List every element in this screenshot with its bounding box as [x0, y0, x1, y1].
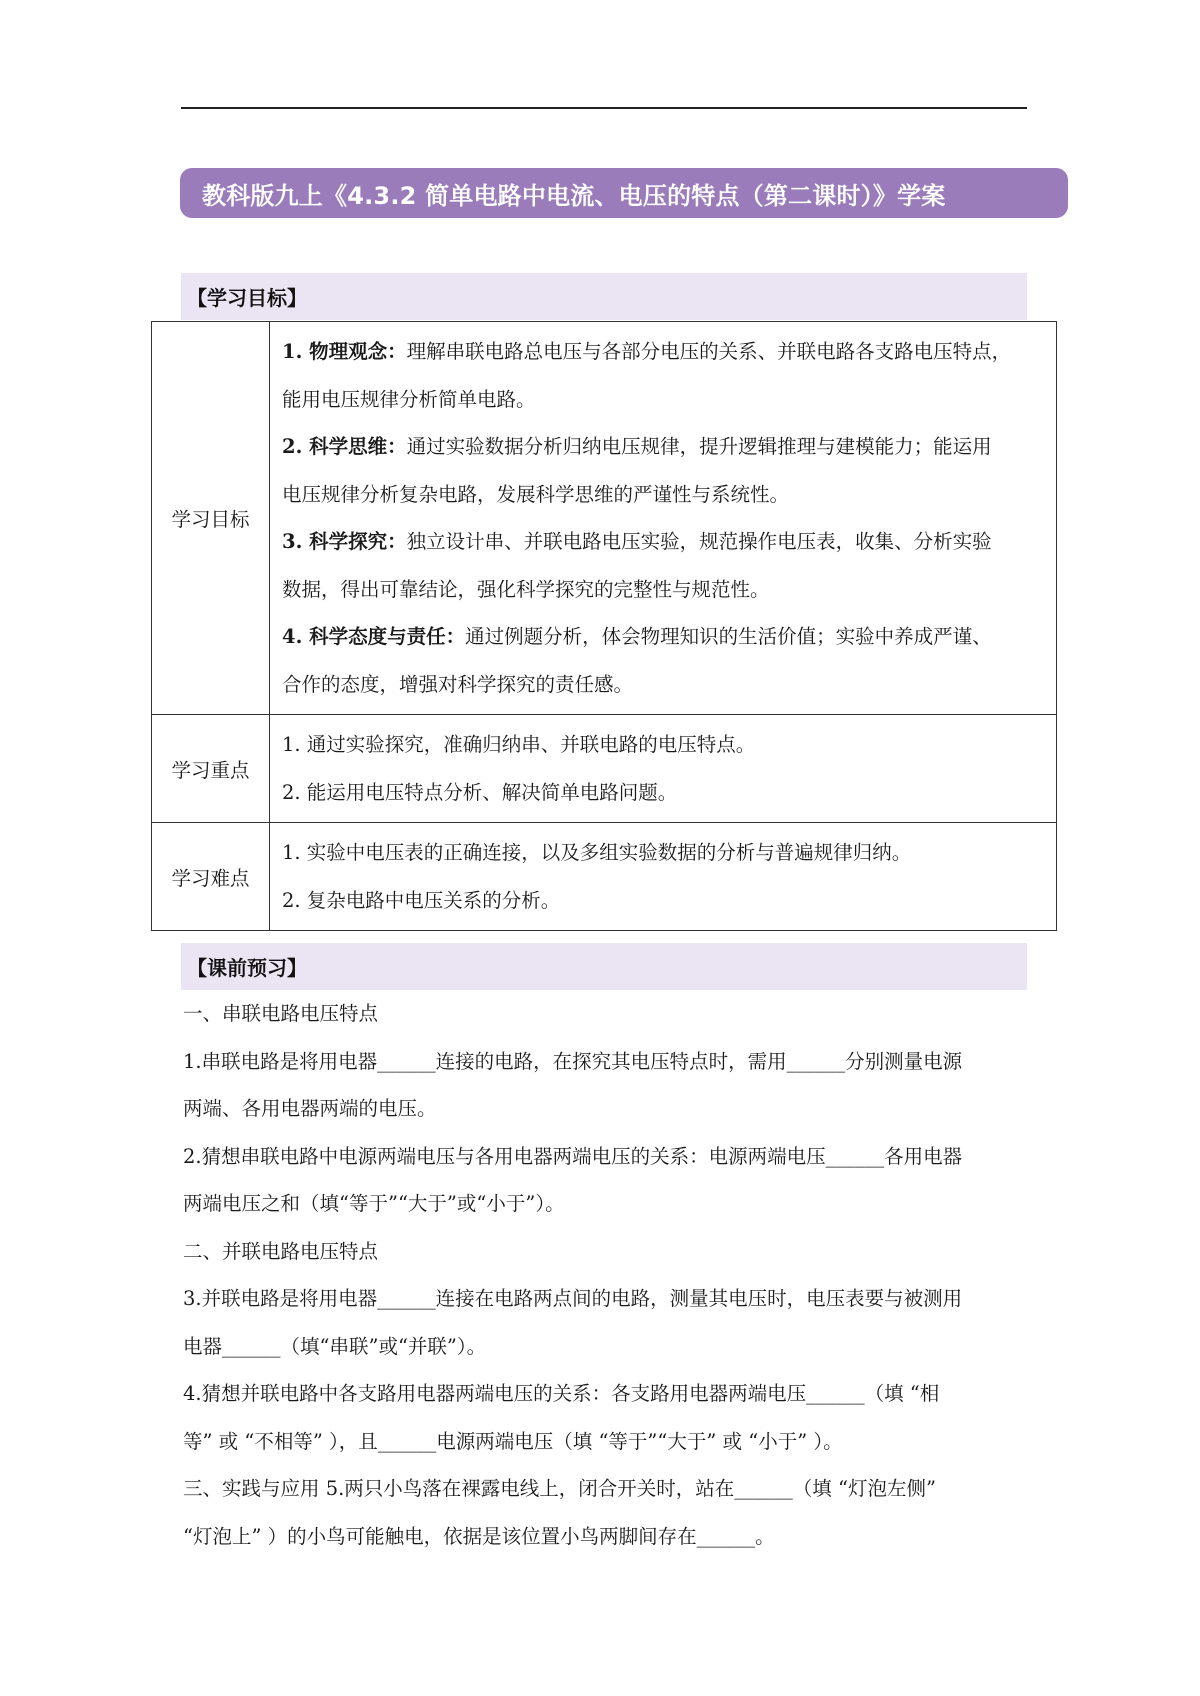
key-label: 学习重点 — [152, 715, 270, 823]
goals-content — [270, 322, 1057, 715]
table-row-key — [152, 715, 1057, 823]
preview-question-5-cont: “灯泡上” ）的小鸟可能触电，依据是该位置小鸟两脚间存在______。 — [183, 1525, 775, 1548]
difficult-label: 学习难点 — [152, 823, 270, 931]
document-title-text: 教科版九上《4.3.2 简单电路中电流、电压的特点（第二课时）》学案 — [202, 181, 946, 210]
section-header-goals: 【学习目标】 — [181, 273, 1027, 320]
goal-item: 4. 科学态度与责任：通过例题分析，体会物理知识的生活价值；实验中养成严谨、 — [282, 625, 992, 648]
preview-question-3-cont: 电器______（填“串联”或“并联”）。 — [183, 1335, 487, 1358]
goal-item-cont: 电压规律分析复杂电路，发展科学思维的严谨性与系统性。 — [282, 482, 790, 506]
header-rule — [181, 107, 1027, 109]
difficult-content — [270, 823, 1057, 931]
list-item: 1. 实验中电压表的正确连接，以及多组实验数据的分析与普遍规律归纳。 — [282, 841, 912, 864]
preview-question-2-cont: 两端电压之和（填“等于”“大于”或“小于”）。 — [183, 1192, 565, 1215]
table-row-difficult — [152, 823, 1057, 931]
preview-question-5: 三、实践与应用 5.两只小鸟落在裸露电线上，闭合开关时，站在______（填 “灯泡左侧” — [183, 1477, 936, 1500]
goal-item: 1. 物理观念：理解串联电路总电压与各部分电压的关系、并联电路各支路电压特点， — [282, 340, 1012, 363]
goal-item-cont: 能用电压规律分析简单电路。 — [282, 387, 536, 411]
learning-goals-table — [151, 321, 1057, 931]
goal-item-cont: 合作的态度，增强对科学探究的责任感。 — [282, 672, 634, 696]
list-item: 1. 通过实验探究，准确归纳串、并联电路的电压特点。 — [282, 733, 756, 756]
goal-item-cont: 数据，得出可靠结论，强化科学探究的完整性与规范性。 — [282, 577, 770, 601]
key-content — [270, 715, 1057, 823]
goals-label: 学习目标 — [152, 322, 270, 715]
preview-question-4: 4.猜想并联电路中各支路用电器两端电压的关系：各支路用电器两端电压______（填 “相 — [183, 1382, 940, 1405]
preview-question-1-cont: 两端、各用电器两端的电压。 — [183, 1097, 437, 1120]
preview-heading-parallel: 二、并联电路电压特点 — [183, 1240, 379, 1263]
goal-item: 2. 科学思维：通过实验数据分析归纳电压规律，提升逻辑推理与建模能力；能运用 — [282, 435, 992, 458]
list-item: 2. 复杂电路中电压关系的分析。 — [282, 888, 561, 912]
preview-question-2: 2.猜想串联电路中电源两端电压与各用电器两端电压的关系：电源两端电压______各用电器 — [183, 1145, 963, 1168]
goal-item: 3. 科学探究：独立设计串、并联电路电压实验，规范操作电压表，收集、分析实验 — [282, 530, 992, 553]
section-header-preview: 【课前预习】 — [181, 943, 1027, 990]
preview-question-4-cont: 等” 或 “不相等” ），且______电源两端电压（填 “等于”“大于” 或 “小于” ）。 — [183, 1430, 843, 1453]
preview-question-3: 3.并联电路是将用电器______连接在电路两点间的电路，测量其电压时，电压表要与被测用 — [183, 1287, 963, 1310]
preview-question-1: 1.串联电路是将用电器______连接的电路，在探究其电压特点时，需用______分别测量电源 — [183, 1050, 963, 1073]
list-item: 2. 能运用电压特点分析、解决简单电路问题。 — [282, 780, 678, 804]
preview-heading-series: 一、串联电路电压特点 — [183, 1002, 379, 1025]
document-title — [180, 168, 1068, 218]
table-row-goals — [152, 322, 1057, 715]
